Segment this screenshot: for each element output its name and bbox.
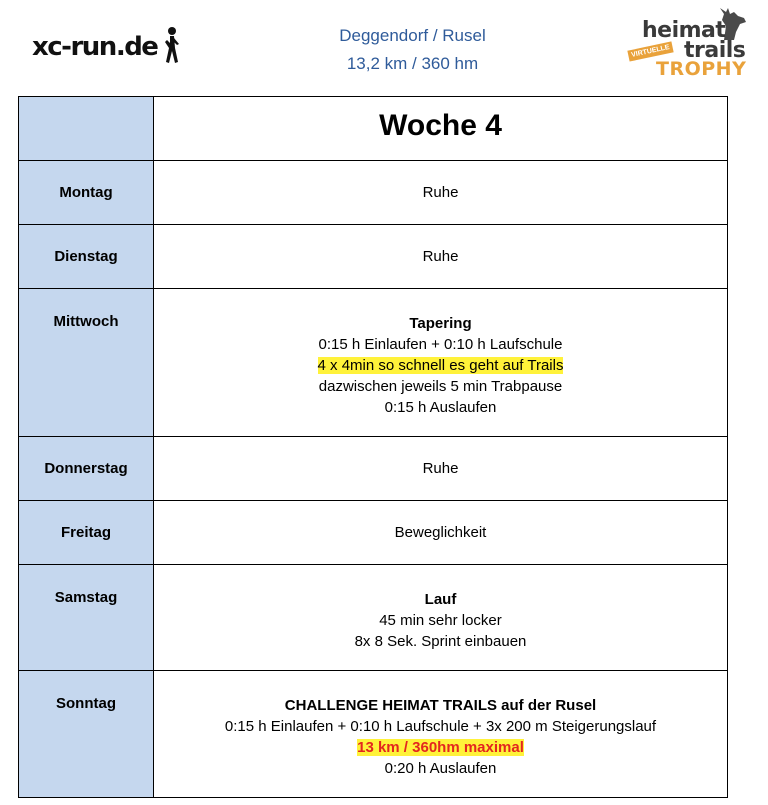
trophy-badge: VIRTUELLE xyxy=(627,41,673,61)
table-row xyxy=(19,437,728,501)
day-label-samstag: Samstag xyxy=(19,565,154,671)
trophy-heimat: heimat xyxy=(642,18,726,43)
day-label-sonntag: Sonntag xyxy=(19,671,154,798)
sonntag-line1: 0:15 h Einlaufen + 0:10 h Laufschule + 3x 200 m Steigerungslauf xyxy=(224,718,657,735)
trophy-trails: trails xyxy=(684,38,746,63)
corner-cell xyxy=(19,97,154,161)
week-title: Woche 4 xyxy=(379,109,502,142)
table-row xyxy=(19,671,728,798)
trophy-word: TROPHY xyxy=(656,58,747,80)
day-label-freitag: Freitag xyxy=(19,501,154,565)
page-header xyxy=(0,0,768,96)
mittwoch-line4: 0:15 h Auslaufen xyxy=(384,399,497,416)
samstag-line1: 45 min sehr locker xyxy=(379,612,502,629)
day-content-mittwoch xyxy=(154,289,728,437)
day-content-sonntag xyxy=(154,671,728,798)
mittwoch-title: Tapering xyxy=(409,315,472,332)
logo-text: xc-run.de xyxy=(32,32,158,62)
day-content-donnerstag: Ruhe xyxy=(154,437,728,501)
event-info xyxy=(300,22,525,78)
sonntag-title: CHALLENGE HEIMAT TRAILS auf der Rusel xyxy=(284,697,597,714)
day-label-dienstag: Dienstag xyxy=(19,225,154,289)
table-row xyxy=(19,97,728,161)
table-row xyxy=(19,565,728,671)
mittwoch-highlight: 4 x 4min so schnell es geht auf Trails xyxy=(317,357,564,374)
samstag-title: Lauf xyxy=(424,591,457,608)
table-row xyxy=(19,501,728,565)
location-text: Deggendorf / Rusel xyxy=(339,26,486,45)
table-row xyxy=(19,289,728,437)
sonntag-line3: 0:20 h Auslaufen xyxy=(384,760,497,777)
heimat-trails-trophy-logo xyxy=(626,6,752,82)
table-row xyxy=(19,161,728,225)
day-content-freitag: Beweglichkeit xyxy=(154,501,728,565)
xc-run-logo xyxy=(32,24,181,70)
distance-text: 13,2 km / 360 hm xyxy=(346,54,479,73)
mittwoch-line1: 0:15 h Einlaufen + 0:10 h Laufschule xyxy=(318,336,563,353)
day-content-dienstag: Ruhe xyxy=(154,225,728,289)
samstag-line2: 8x 8 Sek. Sprint einbauen xyxy=(354,633,527,650)
mittwoch-line3: dazwischen jeweils 5 min Trabpause xyxy=(318,378,563,395)
week-title-cell xyxy=(154,97,728,161)
day-label-mittwoch: Mittwoch xyxy=(19,289,154,437)
sonntag-highlight: 13 km / 360hm maximal xyxy=(357,739,524,756)
training-plan-table xyxy=(18,96,728,798)
day-label-montag: Montag xyxy=(19,161,154,225)
day-content-samstag xyxy=(154,565,728,671)
day-label-donnerstag: Donnerstag xyxy=(19,437,154,501)
table-row xyxy=(19,225,728,289)
runner-icon xyxy=(159,26,181,68)
day-content-montag: Ruhe xyxy=(154,161,728,225)
